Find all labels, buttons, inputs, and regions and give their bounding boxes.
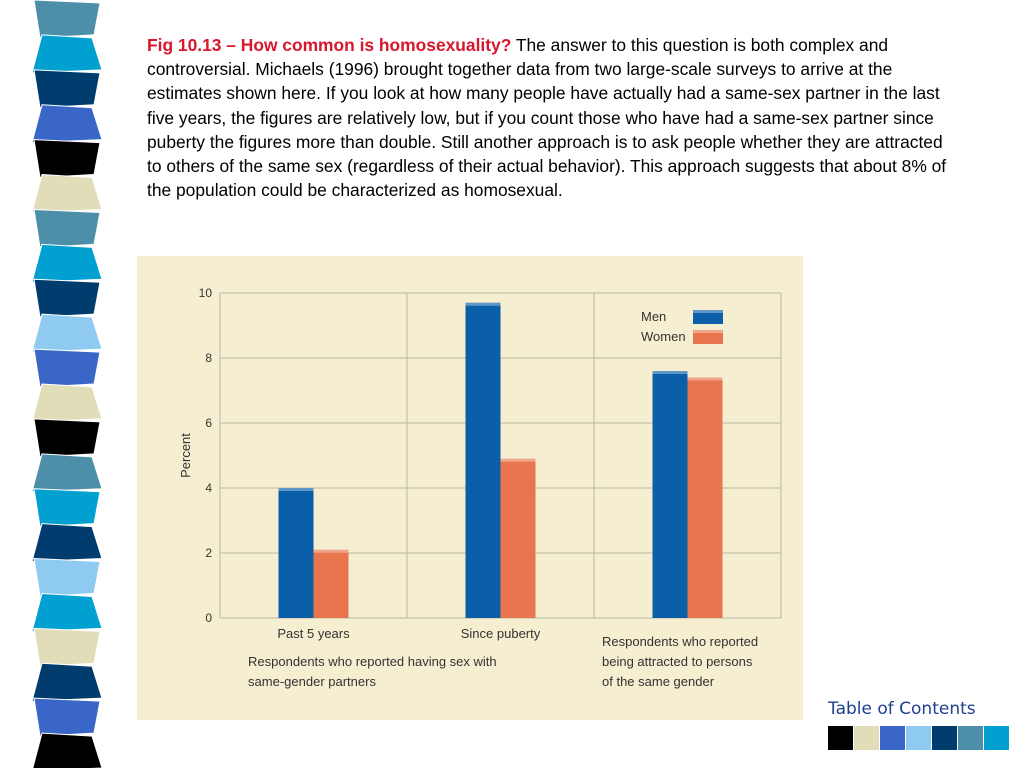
strip-segment [34, 209, 100, 247]
y-tick-label: 4 [205, 481, 212, 495]
figure-caption [147, 33, 947, 202]
strip-segment [34, 70, 100, 108]
bar-top-highlight [314, 550, 349, 553]
strip-segment [34, 279, 100, 317]
bar-men [653, 371, 688, 618]
y-tick-label: 0 [205, 611, 212, 625]
y-tick-label: 8 [205, 351, 212, 365]
legend-swatch-highlight [693, 310, 723, 313]
caption-body: The answer to this question is both complex and controversial. Michaels (1996) brought together data from two large-scale surveys to arrive at the estimates shown here. If you look at how many people have actually had a same-sex partner in the last five years, the figures are relatively low, but if you count those who have had a same-sex partner since puberty the figures more than double. Still another approach is to ask people whether they are attracted to others of the same sex (regardless of their actual behavior). This approach suggests that about 8% of the population could be characterized as homosexual. [147, 35, 947, 201]
strip-segment [34, 419, 100, 457]
bar-women [314, 550, 349, 618]
strip-segment [34, 628, 100, 666]
strip-segment [32, 524, 102, 562]
bar-top-highlight [466, 303, 501, 306]
strip-segment [32, 593, 102, 631]
strip-segment [32, 454, 102, 492]
strip-segment [32, 175, 102, 213]
y-tick-label: 2 [205, 546, 212, 560]
bar-top-highlight [279, 488, 314, 491]
y-tick-label: 10 [198, 286, 212, 300]
strip-segment [32, 314, 102, 352]
figure-title: Fig 10.13 – How common is homosexuality? [147, 35, 512, 55]
bar-top-highlight [501, 459, 536, 462]
y-tick-label: 6 [205, 416, 212, 430]
x-tick-label: being attracted to persons [602, 654, 753, 669]
color-swatch [880, 726, 905, 750]
strip-segment [32, 35, 102, 73]
group-label: same-gender partners [248, 674, 376, 689]
strip-segment [32, 663, 102, 701]
bar-women [501, 459, 536, 618]
bar-chart [137, 256, 803, 720]
color-swatch [854, 726, 879, 750]
strip-segment [34, 489, 100, 527]
y-axis-label: Percent [178, 433, 193, 478]
strip-segment [34, 698, 100, 736]
decorative-color-strip [0, 0, 120, 768]
color-swatch [906, 726, 931, 750]
table-of-contents-link[interactable]: Table of Contents [828, 699, 976, 719]
strip-segment [34, 140, 100, 178]
color-swatch [932, 726, 957, 750]
x-tick-label: Respondents who reported [602, 634, 759, 649]
x-tick-label: of the same gender [602, 674, 715, 689]
x-tick-label: Past 5 years [277, 626, 350, 641]
color-swatch-row [828, 726, 1010, 750]
group-label: Respondents who reported having sex with [248, 654, 497, 669]
strip-segment [32, 733, 102, 768]
color-swatch [984, 726, 1009, 750]
bar-chart-panel [137, 256, 803, 720]
x-tick-label: Since puberty [460, 626, 541, 641]
strip-segment [32, 105, 102, 143]
strip-segment [34, 0, 100, 38]
legend-swatch-highlight [693, 330, 723, 333]
legend-label: Men [641, 309, 667, 324]
bar-top-highlight [688, 378, 723, 381]
bar-women [688, 378, 723, 619]
strip-segment [32, 384, 102, 422]
strip-segment [32, 244, 102, 282]
legend-label: Women [641, 329, 686, 344]
color-swatch [958, 726, 983, 750]
strip-segment [34, 559, 100, 597]
bar-top-highlight [653, 371, 688, 374]
strip-segment [34, 349, 100, 387]
color-swatch [828, 726, 853, 750]
bar-men [279, 488, 314, 618]
bar-men [466, 303, 501, 618]
